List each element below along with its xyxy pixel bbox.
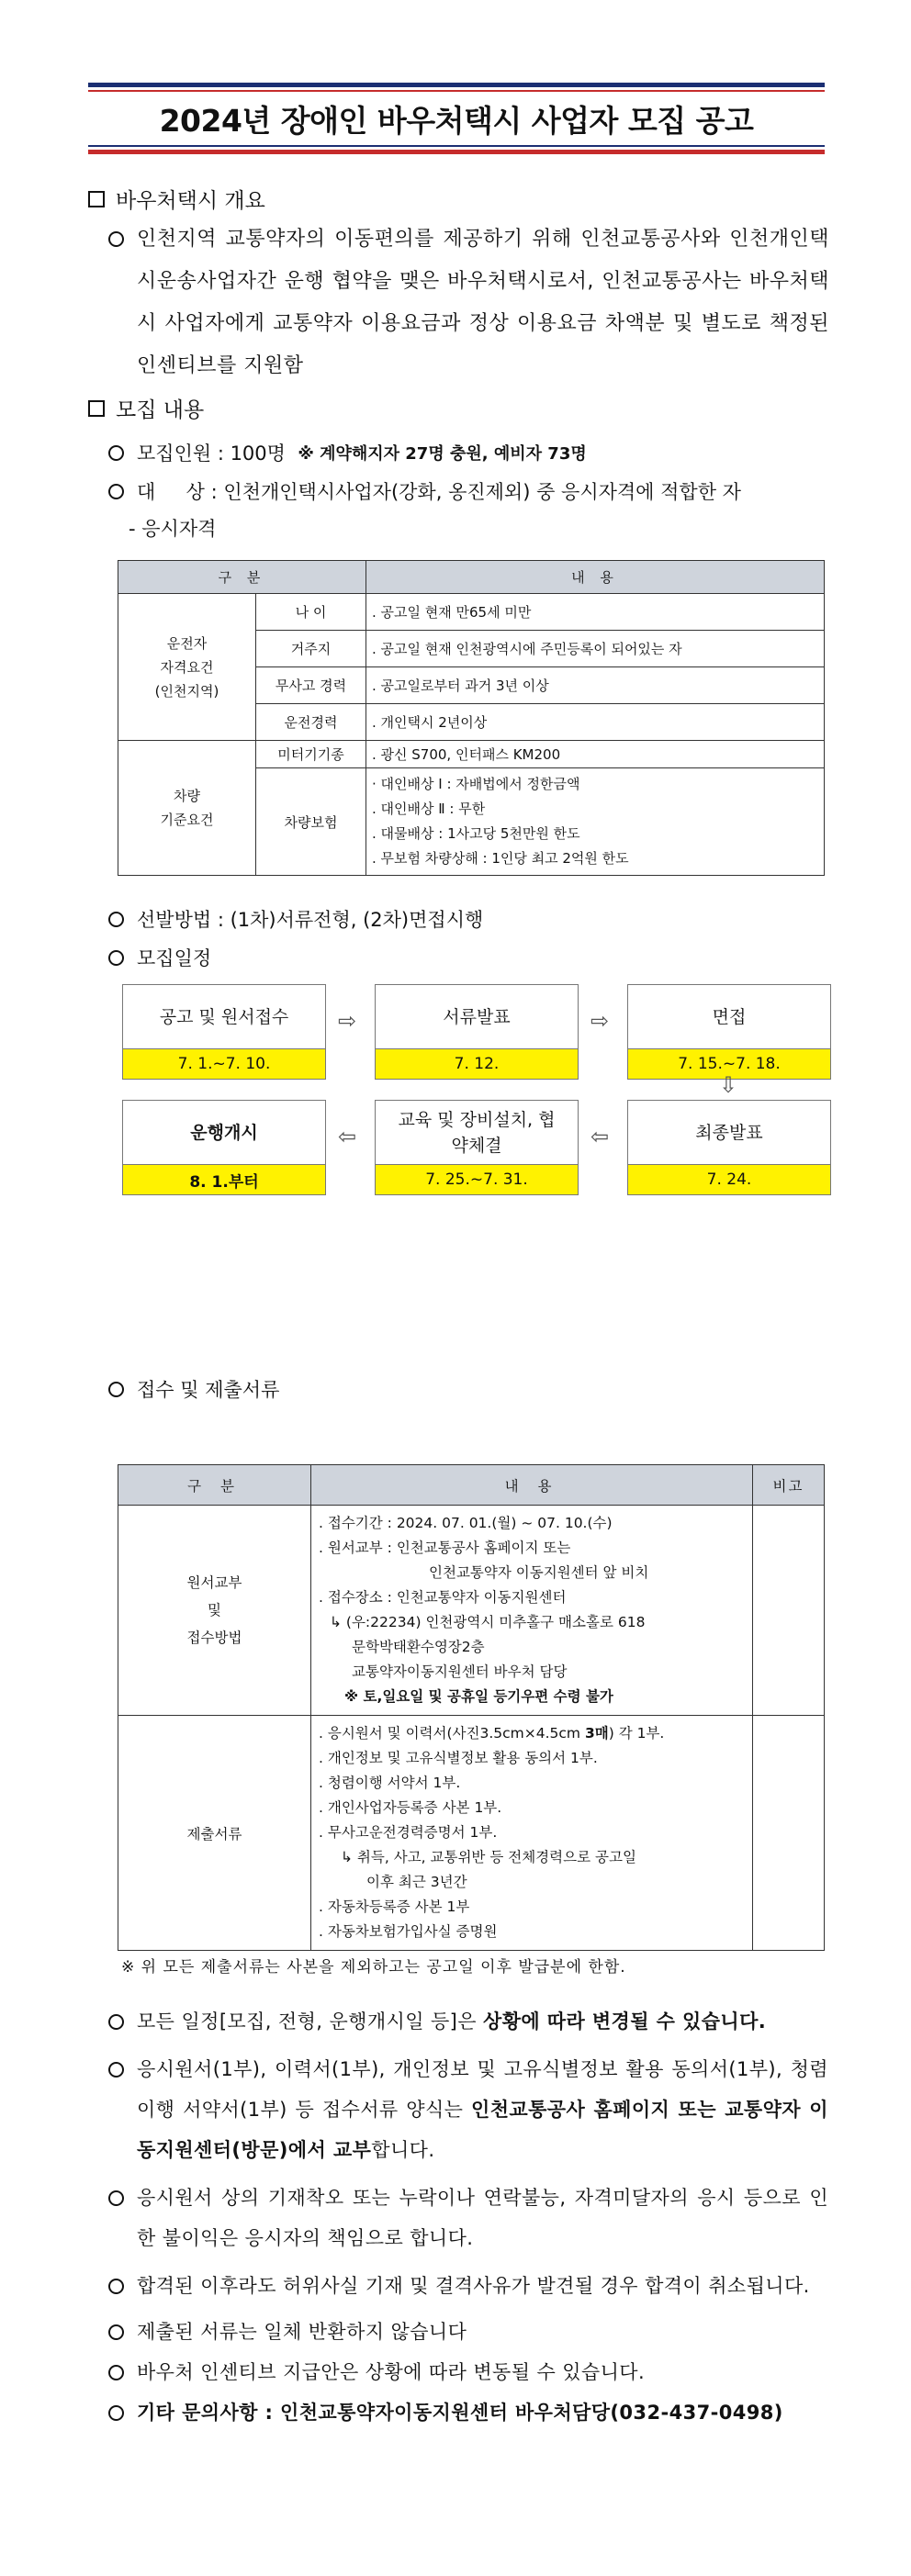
recruit-target <box>108 477 741 505</box>
table2-documents-remark <box>753 1716 825 1951</box>
application-address-dept: 교통약자이동지원센터 바우처 담당 <box>352 1663 568 1680</box>
flow-step-title: 운행개시 <box>123 1101 325 1165</box>
table2-header-category: 구 분 <box>118 1465 311 1506</box>
qualification-table <box>118 560 825 876</box>
table1-value-age: . 공고일 현재 만65세 미만 <box>366 594 825 631</box>
flow-step-date: 8. 1.부터 <box>123 1165 325 1194</box>
circle-bullet-icon <box>108 2324 124 2340</box>
table2-group-documents: 제출서류 <box>118 1716 311 1951</box>
note-responsibility <box>108 2178 828 2258</box>
note-responsibility-text: 응시원서 상의 기재착오 또는 누락이나 연락불능, 자격미달자의 응시 등으로 인한 불이익은 응시자의 책임으로 합니다. <box>137 2187 828 2249</box>
arrow-down-icon: ⇩ <box>719 1072 738 1098</box>
submission-label <box>108 1375 279 1403</box>
application-mail-notice: ※ 토,일요일 및 공휴일 등기우편 수령 불가 <box>344 1688 613 1705</box>
documents-note: ※ 위 모든 제출서류는 사본을 제외하고는 공고일 이후 발급분에 한함. <box>121 1958 626 1977</box>
circle-bullet-icon <box>108 2190 124 2206</box>
table1-key-age: 나 이 <box>256 594 366 631</box>
doc-application-resume-b: 3매 <box>584 1725 609 1742</box>
table2-documents-content <box>311 1716 753 1951</box>
note-forms-c: 합니다. <box>371 2139 435 2161</box>
checkbox-square-icon <box>88 191 105 207</box>
note-contact <box>108 2392 828 2433</box>
circle-bullet-icon <box>108 950 124 966</box>
arrow-right-icon: ⇨ <box>590 1008 610 1034</box>
note-no-return-text: 제출된 서류는 일체 반환하지 않습니다 <box>137 2321 467 2343</box>
doc-driving-record: . 무사고운전경력증명서 1부. <box>319 1824 498 1841</box>
insurance-line-3: . 대물배상 : 1사고당 5천만원 한도 <box>372 825 580 842</box>
flow-step-announcement <box>122 984 326 1080</box>
note-forms-a: 응시원서(1부), 이력서(1부), 개인정보 및 고유식별정보 활용 동의서(1부), 청렴이행 서약서(1부) 등 접수서류 양식는 <box>137 2058 828 2121</box>
insurance-line-4: . 무보험 차량상해 : 1인당 최고 2억원 한도 <box>372 850 629 867</box>
section-recruit-heading <box>88 393 204 423</box>
table1-key-accident-free: 무사고 경력 <box>256 667 366 704</box>
note-incentive-text: 바우처 인센티브 지급안은 상황에 따라 변동될 수 있습니다. <box>137 2361 646 2383</box>
schedule-label-text: 모집일정 <box>137 947 212 969</box>
submission-label-text: 접수 및 제출서류 <box>137 1379 280 1401</box>
note-cancellation-text: 합격된 이후라도 허위사실 기재 및 결격사유가 발견될 경우 합격이 취소됩니다. <box>137 2275 810 2297</box>
table1-header-category: 구 분 <box>118 561 366 594</box>
qualification-label <box>129 514 216 542</box>
flow-step-title: 교육 및 장비설치, 협약체결 <box>376 1101 578 1165</box>
overview-text: 인천지역 교통약자의 이동편의를 제공하기 위해 인천교통공사와 인천개인택시운송사업자간 운행 협약을 맺은 바우처택시로서, 인천교통공사는 바우처택시 사업자에게 교통약자 이용요금과 정상 이용요금 차액분 및 별도로 책정된 인센티브를 지원함 <box>137 228 829 377</box>
insurance-line-1: · 대인배상 Ⅰ : 자배법에서 정한금액 <box>372 776 580 792</box>
doc-application-resume-a: . 응시원서 및 이력서(사진3.5cm×4.5cm <box>319 1725 585 1742</box>
note-schedule-change-b: 상황에 따라 변경될 수 있습니다. <box>483 2010 767 2033</box>
arrow-left-icon: ⇦ <box>590 1124 610 1149</box>
flow-step-title: 면접 <box>628 985 830 1049</box>
circle-bullet-icon <box>108 2405 124 2421</box>
application-address-building: 문학박태환수영장2층 <box>352 1639 485 1655</box>
circle-bullet-icon <box>108 231 124 247</box>
circle-bullet-icon <box>108 484 124 499</box>
application-period: . 접수기간 : 2024. 07. 01.(월) ~ 07. 10.(수) <box>319 1515 613 1531</box>
flow-step-date: 7. 25.~7. 31. <box>376 1165 578 1194</box>
doc-vehicle-registration: . 자동차등록증 사본 1부 <box>319 1898 470 1915</box>
schedule-label <box>108 944 211 971</box>
note-schedule-change-a: 모든 일정[모집, 전형, 운행개시일 등]은 <box>137 2010 484 2033</box>
note-contact-text: 기타 문의사항 : 인천교통약자이동지원센터 바우처담당(032-437-0498) <box>137 2402 783 2424</box>
circle-bullet-icon <box>108 2279 124 2294</box>
title-banner <box>88 83 825 154</box>
submission-table <box>118 1464 825 1951</box>
table2-header-content: 내 용 <box>311 1465 753 1506</box>
table1-key-insurance: 차량보험 <box>256 768 366 876</box>
note-cancellation <box>108 2266 828 2306</box>
flow-step-document-result <box>375 984 579 1080</box>
table1-value-meter: . 광신 S700, 인터패스 KM200 <box>366 741 825 768</box>
arrow-right-icon: ⇨ <box>338 1008 357 1034</box>
table2-group-application: 원서교부 및 접수방법 <box>118 1506 311 1716</box>
table1-group-driver: 운전자 자격요건 (인천지역) <box>118 594 256 741</box>
note-forms <box>108 2049 828 2170</box>
recruit-count-note: ※ 계약해지자 27명 충원, 예비자 73명 <box>298 444 587 464</box>
page-title: 2024년 장애인 바우처택시 사업자 모집 공고 <box>159 102 754 139</box>
note-forms-b: 인천교통공사 홈페이지 또는 교통약자 이동지원센터(방문)에서 교부 <box>137 2099 828 2161</box>
flow-step-title: 최종발표 <box>628 1101 830 1165</box>
table2-application-remark <box>753 1506 825 1716</box>
flow-step-title: 서류발표 <box>376 985 578 1049</box>
arrow-left-icon: ⇦ <box>338 1124 357 1149</box>
table1-key-driving-career: 운전경력 <box>256 704 366 741</box>
section-recruit-title: 모집 내용 <box>116 398 205 422</box>
application-distribution-detail: 인천교통약자 이동지원센터 앞 비치 <box>429 1564 649 1581</box>
selection-method-text: 선발방법 : (1차)서류전형, (2차)면접시행 <box>137 909 484 931</box>
table2-application-content <box>311 1506 753 1716</box>
checkbox-square-icon <box>88 400 105 417</box>
doc-privacy-consent: . 개인정보 및 고유식별정보 활용 동의서 1부. <box>319 1750 598 1766</box>
doc-application-resume <box>319 1721 745 1746</box>
flow-step-final-result <box>627 1100 831 1195</box>
application-place: . 접수장소 : 인천교통약자 이동지원센터 <box>319 1589 567 1606</box>
table1-key-meter: 미터기기종 <box>256 741 366 768</box>
table1-value-residence: . 공고일 현재 인천광역시에 주민등록이 되어있는 자 <box>366 631 825 667</box>
section-overview-heading <box>88 184 265 214</box>
table1-group-vehicle: 차량 기준요건 <box>118 741 256 876</box>
flow-step-title: 공고 및 원서접수 <box>123 985 325 1049</box>
note-incentive <box>108 2352 828 2392</box>
section-overview-title: 바우처택시 개요 <box>116 189 265 213</box>
circle-bullet-icon <box>108 2014 124 2030</box>
insurance-line-2: . 대인배상 Ⅱ : 무한 <box>372 801 486 817</box>
recruit-count <box>108 439 587 466</box>
overview-paragraph <box>108 218 829 387</box>
circle-bullet-icon <box>108 445 124 461</box>
table1-value-accident-free: . 공고일로부터 과거 3년 이상 <box>366 667 825 704</box>
flow-step-date: 7. 15.~7. 18. <box>628 1049 830 1079</box>
doc-insurance-certificate: . 자동차보험가입사실 증명원 <box>319 1923 498 1940</box>
circle-bullet-icon <box>108 1382 124 1397</box>
circle-bullet-icon <box>108 912 124 927</box>
qualification-label-text: - 응시자격 <box>129 518 217 540</box>
recruit-target-text: 대 상 : 인천개인택시사업자(강화, 옹진제외) 중 응시자격에 적합한 자 <box>137 481 741 503</box>
application-distribution: . 원서교부 : 인천교통공사 홈페이지 또는 <box>319 1540 571 1556</box>
notes-list <box>108 2001 828 2433</box>
doc-driving-record-period: 이후 최근 3년간 <box>366 1874 467 1890</box>
flow-step-interview <box>627 984 831 1080</box>
flow-step-date: 7. 24. <box>628 1165 830 1194</box>
note-schedule-change <box>108 2001 828 2042</box>
flow-step-date: 7. 12. <box>376 1049 578 1079</box>
flow-step-operation-start <box>122 1100 326 1195</box>
doc-integrity-pledge: . 청렴이행 서약서 1부. <box>319 1775 461 1791</box>
table1-value-insurance <box>366 768 825 876</box>
selection-method <box>108 905 483 933</box>
circle-bullet-icon <box>108 2062 124 2078</box>
flow-step-training <box>375 1100 579 1195</box>
table1-header-content: 내 용 <box>366 561 825 594</box>
table2-header-remark: 비고 <box>753 1465 825 1506</box>
doc-driving-record-detail: ↳ 취득, 사고, 교통위반 등 전체경력으로 공고일 <box>341 1849 636 1865</box>
recruit-count-label: 모집인원 : 100명 <box>137 442 286 465</box>
application-address: ↳ (우:22234) 인천광역시 미추홀구 매소홀로 618 <box>330 1614 646 1630</box>
table1-value-driving-career: . 개인택시 2년이상 <box>366 704 825 741</box>
doc-business-registration: . 개인사업자등록증 사본 1부. <box>319 1799 502 1816</box>
circle-bullet-icon <box>108 2365 124 2380</box>
note-no-return <box>108 2312 828 2352</box>
flow-step-date: 7. 1.~7. 10. <box>123 1049 325 1079</box>
doc-application-resume-c: ) 각 1부. <box>608 1725 665 1742</box>
table1-key-residence: 거주지 <box>256 631 366 667</box>
